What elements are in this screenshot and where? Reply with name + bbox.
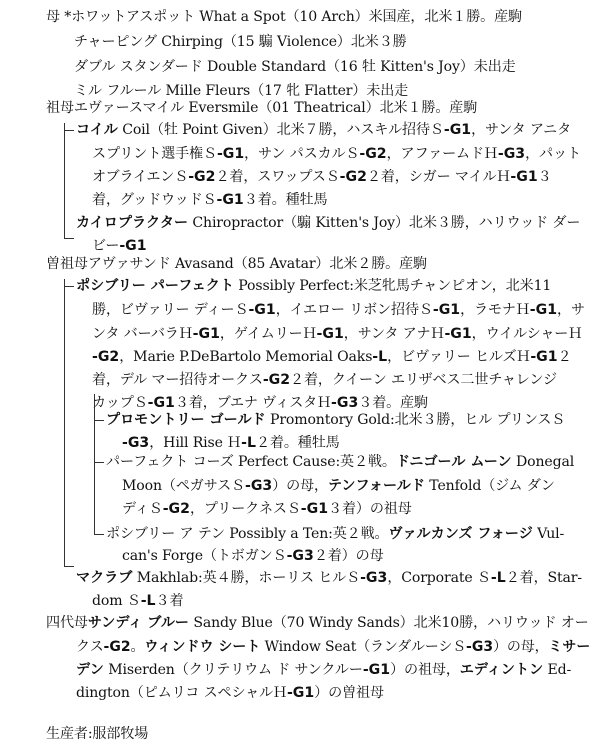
- text-segment: ２着，シガー マイルＨ: [366, 169, 511, 185]
- bold-text: -G1: [432, 302, 461, 318]
- text-segment: ダブル スタンダード Double Standard（16 牡 Kitten's Joy）未出走: [74, 59, 516, 75]
- bold-text: サンディ ブルー: [87, 615, 190, 631]
- text-segment: ）の母，: [493, 639, 549, 655]
- bold-text: -G3: [286, 548, 314, 564]
- text-segment: Vul-: [532, 526, 565, 542]
- text-segment: オブライエンＳ: [92, 169, 189, 185]
- text-segment: ２: [557, 349, 572, 365]
- offspring-possibly-perfect-detail: [92, 298, 585, 323]
- bold-text: -G1: [147, 395, 175, 411]
- bold-text: -G3: [360, 570, 388, 586]
- tree-tick-possibly-perfect: [64, 286, 74, 287]
- text-segment: ２着，スワップスＳ: [215, 169, 340, 185]
- text-segment: ディＳ: [122, 501, 163, 517]
- text-segment: Coil（牡 Point Given）北米７勝，ハスキル招待Ｓ: [117, 122, 444, 138]
- offspring-possibly-perfect-detail: [92, 368, 557, 393]
- bold-text: -G1: [192, 326, 220, 342]
- text-segment: ３着）の祖母: [328, 501, 412, 517]
- fourth-dam-detail: [76, 681, 384, 706]
- offspring-chiropractor: [76, 211, 580, 236]
- fourth-dam-line: [46, 611, 589, 636]
- bold-text: -G1: [216, 146, 245, 162]
- text-segment: ，ウイルシャーＨ: [471, 326, 583, 342]
- text-segment: チャーピング Chirping（15 騸 Violence）北米３勝: [74, 34, 407, 50]
- text-segment: ３着，ブエナ ヴィスタＨ: [174, 395, 332, 411]
- bold-text: プロモントリー ゴールド: [106, 412, 266, 428]
- grand-offspring-perfect-cause-detail: [122, 497, 412, 522]
- bold-text: -G3: [497, 146, 526, 162]
- bold-text: デン: [76, 662, 104, 678]
- produce-line: [74, 55, 516, 80]
- text-segment: ，ゲイムリーＨ: [219, 326, 317, 342]
- text-segment: dom Ｓ: [92, 593, 141, 609]
- bold-text: -L: [140, 593, 156, 609]
- text-segment: ３着: [155, 593, 184, 609]
- bold-text: -L: [372, 349, 388, 365]
- text-segment: Miserden（クリテリウム ド サンクルー: [103, 662, 363, 678]
- tree-line-avasand: [64, 279, 65, 566]
- bold-text: -G1: [530, 349, 558, 365]
- text-segment: ，サ: [557, 302, 585, 318]
- bold-text: -G2: [92, 349, 120, 365]
- bold-text: -G1: [316, 326, 344, 342]
- text-segment: ）の曽祖母: [314, 685, 384, 701]
- bold-text: コイル: [76, 122, 118, 138]
- text-segment: ２着，Star-: [505, 570, 582, 586]
- text-segment: dington（ピムリコ スペシャルＨ: [76, 685, 287, 701]
- bold-text: -G1: [300, 501, 329, 517]
- tree-tick-promontory-gold: [94, 420, 104, 421]
- text-segment: ）の祖母，: [390, 662, 460, 678]
- text-segment: Makhlab:英４勝，ホーリス ヒルＳ: [132, 570, 361, 586]
- text-segment: Tenfold（ジム ダン: [424, 478, 555, 494]
- bold-text: ドニゴール ムーン: [395, 454, 512, 470]
- text-segment: 着，デル マー招待オークス: [92, 372, 263, 388]
- dam-line: [46, 5, 522, 30]
- offspring-coil-detail: [92, 165, 552, 190]
- text-segment: ，Corporate Ｓ: [387, 570, 491, 586]
- tree-line-eversmile: [64, 123, 65, 238]
- text-segment: ２着）の母: [313, 548, 384, 564]
- bold-text: -G3: [466, 639, 494, 655]
- text-segment: ，イエロー リボン招待Ｓ: [275, 302, 433, 318]
- text-segment: ポシブリー ア テン Possibly a Ten:英２戦。: [106, 526, 389, 542]
- bold-text: -G1: [248, 302, 276, 318]
- grand-offspring-perfect-cause-detail: [122, 474, 555, 499]
- tree-tick-makhlab: [64, 566, 74, 567]
- text-segment: Moon（ペガサスＳ: [122, 478, 245, 494]
- text-segment: ）の母，: [272, 478, 328, 494]
- fourth-dam-detail: [76, 658, 571, 683]
- bold-text: -G1: [119, 238, 147, 254]
- bold-text: -G1: [529, 302, 558, 318]
- offspring-coil: [76, 118, 571, 143]
- bold-text: -G2: [359, 146, 387, 162]
- text-segment: 生産者:服部牧場: [46, 726, 149, 742]
- bold-text: エディントン: [459, 662, 544, 678]
- bold-text: -G2: [262, 372, 291, 388]
- grand-offspring-promontory-gold: [106, 408, 565, 433]
- text-segment: 祖母エヴァースマイル Eversmile（01 Theatrical）北米１勝。産駒: [46, 100, 478, 116]
- tree-tick-coil: [64, 130, 74, 131]
- bold-text: ヴァルカンズ フォージ: [388, 526, 533, 542]
- text-segment: 四代母: [46, 615, 88, 631]
- bold-text: ウィンドウ シート: [144, 639, 261, 655]
- bold-text: -G3: [122, 435, 150, 451]
- offspring-coil-detail: [92, 188, 327, 213]
- bold-text: マクラブ: [76, 570, 133, 586]
- text-segment: ンタ バーバラＨ: [92, 326, 193, 342]
- text-segment: ３着。種牡馬: [243, 192, 328, 208]
- bold-text: -G1: [216, 192, 244, 208]
- produce-line: [74, 30, 407, 55]
- breeder-line: [46, 722, 148, 747]
- text-segment: ，Marie P.DeBartolo Memorial Oaks: [119, 349, 373, 365]
- text-segment: クス: [76, 639, 104, 655]
- grand-offspring-perfect-cause: [106, 450, 574, 475]
- text-segment: ，サンタ アナＨ: [343, 326, 445, 342]
- text-segment: Donegal: [511, 454, 575, 470]
- bold-text: -G2: [103, 639, 131, 655]
- bold-text: -G1: [286, 685, 315, 701]
- text-segment: Chiropractor（騸 Kitten's Joy）北米３勝，ハリウッド ダー: [188, 215, 581, 231]
- bold-text: -G2: [339, 169, 367, 185]
- bold-text: -G1: [510, 169, 538, 185]
- text-segment: ，ビヴァリー ヒルズＨ: [387, 349, 531, 365]
- tree-tick-chiropractor: [64, 238, 74, 239]
- bold-text: -G3: [244, 478, 273, 494]
- bold-text: -L: [490, 570, 506, 586]
- text-segment: Ed-: [543, 662, 572, 678]
- text-segment: カップＳ: [92, 395, 148, 411]
- text-segment: Possibly Perfect:米芝牝馬チャンピオン，北米11: [233, 278, 552, 294]
- bold-text: -G1: [444, 326, 472, 342]
- bold-text: -G3: [331, 395, 359, 411]
- text-segment: Window Seat（ランダルーシＳ: [260, 639, 467, 655]
- text-segment: 勝，ビヴァリー ディーＳ: [92, 302, 249, 318]
- text-segment: ，パット: [525, 146, 581, 162]
- bold-text: -G1: [443, 122, 472, 138]
- text-segment: ，プリークネスＳ: [189, 501, 301, 517]
- text-segment: Promontory Gold:北米３勝，ヒル プリンスＳ: [265, 412, 566, 428]
- text-segment: ビー: [92, 238, 120, 254]
- offspring-possibly-perfect-detail: [92, 322, 582, 347]
- bold-text: テンフォールド: [328, 478, 425, 494]
- text-segment: 着，グッドウッドＳ: [92, 192, 217, 208]
- text-segment: スプリント選手権Ｓ: [92, 146, 217, 162]
- text-segment: 母 *ホワットアスポット What a Spot（10 Arch）米国産，北米１勝。産駒: [46, 9, 522, 25]
- text-segment: ３: [537, 169, 552, 185]
- bold-text: ミサー: [548, 639, 591, 655]
- text-segment: ３着。産駒: [358, 395, 428, 411]
- offspring-possibly-perfect: [76, 274, 551, 299]
- bold-text: -G2: [162, 501, 190, 517]
- text-segment: can's Forge（トボガンＳ: [122, 548, 287, 564]
- text-segment: ，ラモナＨ: [460, 302, 530, 318]
- text-segment: ２着，クイーン エリザベス二世チャレンジ: [290, 372, 557, 388]
- offspring-possibly-perfect-detail: [92, 345, 572, 370]
- text-segment: Sandy Blue（70 Windy Sands）北米10勝，ハリウッド オー: [189, 615, 589, 631]
- text-segment: ミル フルール Mille Fleurs（17 牝 Flatter）未出走: [74, 83, 409, 99]
- text-segment: パーフェクト コーズ Perfect Cause:英２戦。: [106, 454, 396, 470]
- text-segment: ２着。種牡馬: [255, 435, 340, 451]
- fourth-dam-detail: [76, 635, 590, 660]
- offspring-coil-detail: [92, 142, 581, 167]
- tree-tick-perfect-cause: [94, 462, 104, 463]
- text-segment: ，サンタ アニタ: [471, 122, 572, 138]
- text-segment: 曽祖母アヴァサンド Avasand（85 Avatar）北米２勝。産駒: [46, 256, 427, 272]
- text-segment: ，アファームドＨ: [386, 146, 498, 162]
- text-segment: ，Hill Rise Ｈ: [149, 435, 242, 451]
- bold-text: カイロプラクター: [76, 215, 189, 231]
- bold-text: -L: [241, 435, 256, 451]
- bold-text: -G2: [188, 169, 216, 185]
- tree-tick-possibly-a-ten: [94, 534, 104, 535]
- bold-text: -G1: [362, 662, 391, 678]
- text-segment: 。: [130, 639, 145, 655]
- offspring-makhlab: [76, 566, 582, 591]
- text-segment: ，サン パスカルＳ: [244, 146, 360, 162]
- bold-text: ポシブリー パーフェクト: [76, 278, 234, 294]
